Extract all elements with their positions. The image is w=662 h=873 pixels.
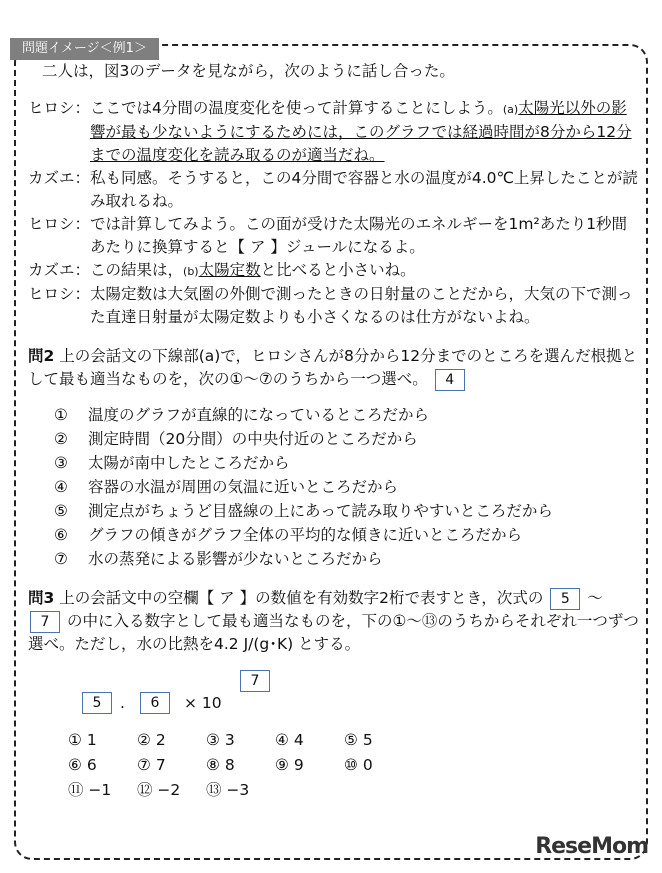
q2-text: 上の会話文の下線部(a)で，ヒロシさんが8分から12分までのところを選んだ根拠として最も適当なものを，次の①～⑦のうちから一つ選べ。 bbox=[28, 347, 638, 388]
q3-label: 問3 bbox=[28, 589, 55, 607]
utterance bbox=[90, 259, 640, 283]
speaker: ヒロシ： bbox=[28, 285, 91, 303]
option-mark: ⑦ bbox=[54, 550, 68, 568]
speaker: カズエ： bbox=[28, 261, 91, 279]
utterance bbox=[90, 97, 640, 167]
option-text: 水の蒸発による影響が少ないところだから bbox=[88, 550, 383, 568]
option-mark: ① bbox=[54, 406, 68, 424]
choice-item[interactable]: ⑧ 8 bbox=[206, 756, 235, 774]
q2-options bbox=[54, 403, 640, 571]
option-mark: ③ bbox=[54, 454, 68, 472]
option-text: 測定点がちょうど目盛線の上にあって読み取りやすいところだから bbox=[88, 502, 553, 520]
utterance bbox=[90, 167, 640, 213]
speaker: ヒロシ： bbox=[28, 99, 91, 117]
dialog-line bbox=[28, 167, 640, 213]
formula-dot: . bbox=[120, 694, 125, 712]
dialog-line bbox=[28, 213, 640, 259]
option-text: 太陽が南中したところだから bbox=[88, 454, 290, 472]
q3-text-1: 上の会話文中の空欄【 ア 】の数値を有効数字2桁で表すとき，次式の bbox=[59, 589, 544, 607]
tilde: ～ bbox=[587, 589, 603, 607]
formula-times: × 10 bbox=[184, 694, 222, 712]
choice-row bbox=[68, 753, 640, 778]
option-item[interactable] bbox=[54, 523, 640, 547]
utterance-part: と比べると小さいね。 bbox=[260, 261, 416, 279]
option-mark: ④ bbox=[54, 478, 68, 496]
dialog-line bbox=[28, 259, 640, 283]
utterance-part: ここでは4分間の温度変化を使って計算することにしよう。 bbox=[90, 99, 503, 117]
choice-item[interactable]: ⑦ 7 bbox=[137, 756, 166, 774]
choice-item[interactable]: ⑥ 6 bbox=[68, 756, 97, 774]
choice-item[interactable]: ⑤ 5 bbox=[344, 731, 373, 749]
choice-item[interactable]: ⑬ −3 bbox=[206, 781, 250, 799]
choice-item[interactable]: ⑫ −2 bbox=[137, 781, 181, 799]
choice-row bbox=[68, 728, 640, 753]
option-text: 容器の水温が周囲の気温に近いところだから bbox=[88, 478, 399, 496]
option-mark: ② bbox=[54, 430, 68, 448]
utterance-part: 太陽光以外の影響が最も少ないようにするためには，このグラフでは経過時間が8分から12分までの温度変化を読み取るのが適当だね。 bbox=[90, 99, 632, 164]
option-mark: ⑤ bbox=[54, 502, 68, 520]
dialog-line bbox=[28, 97, 640, 167]
option-item[interactable] bbox=[54, 547, 640, 571]
utterance-part: 太陽定数 bbox=[198, 261, 261, 279]
formula-box-5[interactable]: 5 bbox=[82, 692, 112, 714]
utterance-part: この結果は， bbox=[90, 261, 184, 279]
utterance bbox=[90, 283, 640, 329]
option-item[interactable] bbox=[54, 403, 640, 427]
answer-box-4[interactable]: 4 bbox=[435, 369, 465, 391]
choice-item[interactable]: ④ 4 bbox=[275, 731, 304, 749]
option-item[interactable] bbox=[54, 475, 640, 499]
q3-choices bbox=[68, 728, 640, 803]
content bbox=[28, 60, 640, 803]
q2-label: 問2 bbox=[28, 347, 55, 365]
choice-item[interactable]: ⑨ 9 bbox=[275, 756, 304, 774]
choice-row bbox=[68, 778, 640, 803]
question-3 bbox=[28, 587, 640, 803]
option-mark: ⑥ bbox=[54, 526, 68, 544]
choice-item[interactable]: ③ 3 bbox=[206, 731, 235, 749]
choice-item[interactable]: ② 2 bbox=[137, 731, 166, 749]
q3-text-2: の中に入る数字として最も適当なものを，下の①～⑬のうちからそれぞれ一つずつ選べ。ただし，水の比熱を4.2 J/(g･K) とする。 bbox=[28, 612, 639, 653]
option-text: 測定時間（20分間）の中央付近のところだから bbox=[88, 430, 418, 448]
utterance bbox=[90, 213, 640, 259]
utterance-part: では計算してみよう。この面が受けた太陽光のエネルギーを1m²あたり1秒間あたりに換算すると【 ア 】ジュールになるよ。 bbox=[90, 215, 628, 256]
intro-text: 二人は，図3のデータを見ながら，次のように話し合った。 bbox=[42, 62, 455, 80]
formula-box-7[interactable]: 7 bbox=[240, 670, 270, 692]
utterance-part: (b) bbox=[183, 265, 199, 278]
utterance-part: (a) bbox=[502, 103, 519, 116]
choice-item[interactable]: ① 1 bbox=[68, 731, 97, 749]
speaker: カズエ： bbox=[28, 169, 91, 187]
dialog bbox=[28, 97, 640, 329]
option-item[interactable] bbox=[54, 499, 640, 523]
utterance-part: 私も同感。そうすると，この4分間で容器と水の温度が4.0℃上昇したことが読み取れるね。 bbox=[90, 169, 638, 210]
choice-item[interactable]: ⑩ 0 bbox=[344, 756, 373, 774]
speaker: ヒロシ： bbox=[28, 215, 91, 233]
utterance-part: 太陽定数は大気圏の外側で測ったときの日射量のことだから，大気の下で測った直達日射量が太陽定数よりも小さくなるのは仕方がないよね。 bbox=[90, 285, 633, 326]
answer-box-7[interactable]: 7 bbox=[30, 611, 60, 633]
formula-box-6[interactable]: 6 bbox=[140, 692, 170, 714]
resemom-logo: ReseMom bbox=[535, 834, 648, 859]
option-item[interactable] bbox=[54, 451, 640, 475]
formula bbox=[80, 670, 640, 718]
choice-item[interactable]: ⑪ −1 bbox=[68, 781, 112, 799]
option-item[interactable] bbox=[54, 427, 640, 451]
tab-label: 問題イメージ＜例1＞ bbox=[10, 38, 159, 60]
option-text: グラフの傾きがグラフ全体の平均的な傾きに近いところだから bbox=[88, 526, 523, 544]
answer-box-5[interactable]: 5 bbox=[550, 588, 580, 610]
option-text: 温度のグラフが直線的になっているところだから bbox=[88, 406, 430, 424]
question-2 bbox=[28, 345, 640, 571]
dialog-line bbox=[28, 283, 640, 329]
